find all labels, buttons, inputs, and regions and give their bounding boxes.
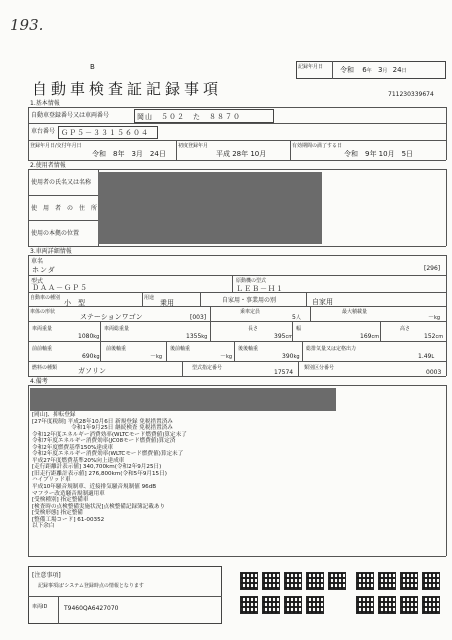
remark-line: 平成27年度燃費基準20%向上達成車: [32, 457, 125, 464]
ff-axle: 690kg: [82, 353, 100, 360]
remark-line: ハイブリッド車: [32, 477, 71, 484]
weight-label: 車両重量: [32, 326, 53, 332]
private-business: 自家用: [312, 298, 333, 306]
remark-line: 令和2年度燃費基準150%達成車: [32, 444, 114, 451]
chassis-number: ＧＰ５－３３１５６０４: [61, 129, 149, 137]
f-axle: －kg: [150, 353, 163, 360]
capacity-label: 乗車定員: [240, 309, 261, 315]
remark-line: [受検形態] 指定整備: [32, 510, 83, 517]
engine-model: ＬＥＢ－Ｈ１: [236, 285, 284, 293]
private-business-label: 自家用・事業用の別: [222, 297, 277, 304]
vehicle-weight: 1080kg: [78, 333, 100, 340]
remark-line: 令和1年9月25日 継続検査 免税措置済み: [32, 425, 173, 432]
redacted-user-info: [98, 172, 322, 244]
remark-line: 令和2年度エネルギー消費効率(WLTCモード燃費値)算定未了: [32, 451, 184, 458]
remark-line: [27年度税制] 平成28年10月6日 新規登録 免税措置済み: [32, 418, 173, 425]
height-label: 高さ: [400, 326, 411, 332]
page-title: 自動車検査証記録事項: [32, 80, 223, 98]
length-label: 長さ: [248, 326, 259, 332]
section3-heading: 3.車両詳細情報: [30, 248, 72, 255]
expiry-date: 令和 9年 10月 5日: [344, 150, 414, 158]
qr-code-11: [262, 596, 280, 614]
chassis-number-label: 車台番号: [31, 128, 56, 135]
remark-line: [受検種別] 指定整備車: [32, 497, 89, 504]
vehicle-type-label: 自動車の種別: [30, 295, 61, 301]
qr-code-8: [400, 572, 418, 590]
gross-weight-label: 車両総重量: [104, 326, 130, 332]
qr-code-12: [284, 596, 302, 614]
qr-code-5: [328, 572, 346, 590]
remark-line: [走行距離計表示値] 340,700km(令和2年9月25日): [32, 464, 162, 471]
expiry-date-label: 有効期間の満了する日: [292, 143, 343, 149]
fuel-type: ガソリン: [78, 367, 106, 375]
rf-axle-label: 後前軸重: [170, 346, 191, 352]
rf-axle: －kg: [220, 353, 233, 360]
body-code: [003]: [190, 314, 207, 321]
remark-line: マフラー改造騒音規制適用車: [32, 490, 105, 497]
rr-axle-label: 後後軸重: [238, 346, 259, 352]
displacement-label: 総排気量又は定格出力: [306, 346, 357, 352]
classification-label: 類別区分番号: [304, 365, 335, 371]
registration-number: 岡山 ５０２ た ８８７０: [137, 113, 241, 121]
qr-code-10: [240, 596, 258, 614]
vehicle-type: 小 型: [64, 299, 85, 307]
qr-code-6: [356, 572, 374, 590]
first-registration: 平成 28年 10月: [216, 150, 267, 158]
rr-axle: 390kg: [282, 353, 300, 360]
record-date-label: 記録年月日: [298, 64, 324, 70]
remark-line: 令和12年度エネルギー消費効率(WLTCモード燃費値)算定未了: [32, 431, 187, 438]
user-address-label: 使 用 者 の 住 所: [31, 205, 98, 212]
first-registration-label: 初度登録年月: [178, 143, 209, 149]
body-shape-label: 車体の形状: [30, 309, 56, 315]
qr-code-9: [422, 572, 440, 590]
notes-heading: [注意事項]: [32, 572, 61, 579]
use: 乗用: [160, 299, 174, 307]
height: 152cm: [424, 333, 444, 340]
capacity: 5人: [292, 314, 301, 321]
vehicle-id-label: 車両ID: [32, 604, 48, 610]
header-letter: B: [90, 63, 95, 71]
remark-line: [旧走行距離計表示値] 276,800km(令和5年9月15日): [32, 470, 167, 477]
make-code: [296]: [424, 265, 441, 272]
type-designation-label: 型式指定番号: [192, 365, 223, 371]
make: ホンダ: [32, 266, 56, 274]
qr-code-1: [240, 572, 258, 590]
redacted-remarks-header: [30, 388, 336, 411]
f-axle-label: 前後軸重: [106, 346, 127, 352]
notes-text: 記録事項は'システム登録時点の情報となります: [38, 583, 144, 589]
fuel-label: 燃料の種類: [32, 365, 58, 371]
remarks-list: [32, 412, 187, 530]
qr-code-4: [306, 572, 324, 590]
model: ＤＡＡ－ＧＰ５: [32, 284, 88, 292]
remark-line: [検査時の点検整備実施状況]点検整備記録簿記載あり: [32, 503, 166, 510]
remark-line: [岡山]、抑転登録: [32, 412, 76, 418]
remark-line: 平成10年騒音規制車、近接排気騒音規制値 96dB: [32, 484, 157, 491]
section2-heading: 2.使用者情報: [30, 162, 66, 169]
ff-axle-label: 前前軸重: [32, 346, 53, 352]
qr-code-7: [378, 572, 396, 590]
qr-code-13: [306, 596, 324, 614]
gross-weight: 1355kg: [186, 333, 208, 340]
section4-heading: 4.備考: [30, 378, 48, 385]
qr-code-14: [356, 596, 374, 614]
section1-heading: 1.基本情報: [30, 100, 60, 107]
qr-code-16: [400, 596, 418, 614]
record-date: 令和 6年 3月 24日: [340, 66, 407, 74]
max-load-label: 最大積載量: [342, 309, 368, 315]
document-number: 711230339674: [388, 91, 434, 98]
user-base-label: 使用の本拠の位置: [31, 230, 80, 237]
displacement: 1.49L: [418, 353, 435, 360]
handwritten-number: 193.: [10, 16, 44, 34]
use-label: 用途: [144, 295, 155, 301]
model-label: 型式: [31, 278, 44, 285]
remark-line: [整備工場コード] 61-00352: [32, 516, 105, 523]
remark-line: 令和7年度エネルギー消費効率(JC08モード燃費値)算定済: [32, 438, 176, 445]
engine-label: 原動機の型式: [236, 278, 267, 284]
qr-code-2: [262, 572, 280, 590]
width-label: 幅: [296, 326, 302, 332]
body-shape: ステーションワゴン: [80, 313, 143, 321]
classification: 0003: [426, 369, 442, 376]
qr-code-3: [284, 572, 302, 590]
registration-date: 令和 8年 3月 24日: [92, 150, 166, 158]
max-load: －kg: [428, 314, 441, 321]
remark-line: 以下余白: [32, 523, 55, 530]
user-name-label: 使用者の氏名又は名称: [31, 179, 92, 186]
width: 169cm: [360, 333, 380, 340]
make-label: 車名: [31, 258, 44, 265]
vehicle-id: T9460QA6427070: [64, 605, 119, 612]
type-designation: 17574: [274, 369, 294, 376]
length: 395cm: [274, 333, 294, 340]
registration-number-label: 自動車登録番号又は車両番号: [31, 112, 110, 119]
qr-code-17: [422, 596, 440, 614]
qr-code-15: [378, 596, 396, 614]
registration-date-label: 登録年月日/交付年月日: [30, 143, 82, 149]
